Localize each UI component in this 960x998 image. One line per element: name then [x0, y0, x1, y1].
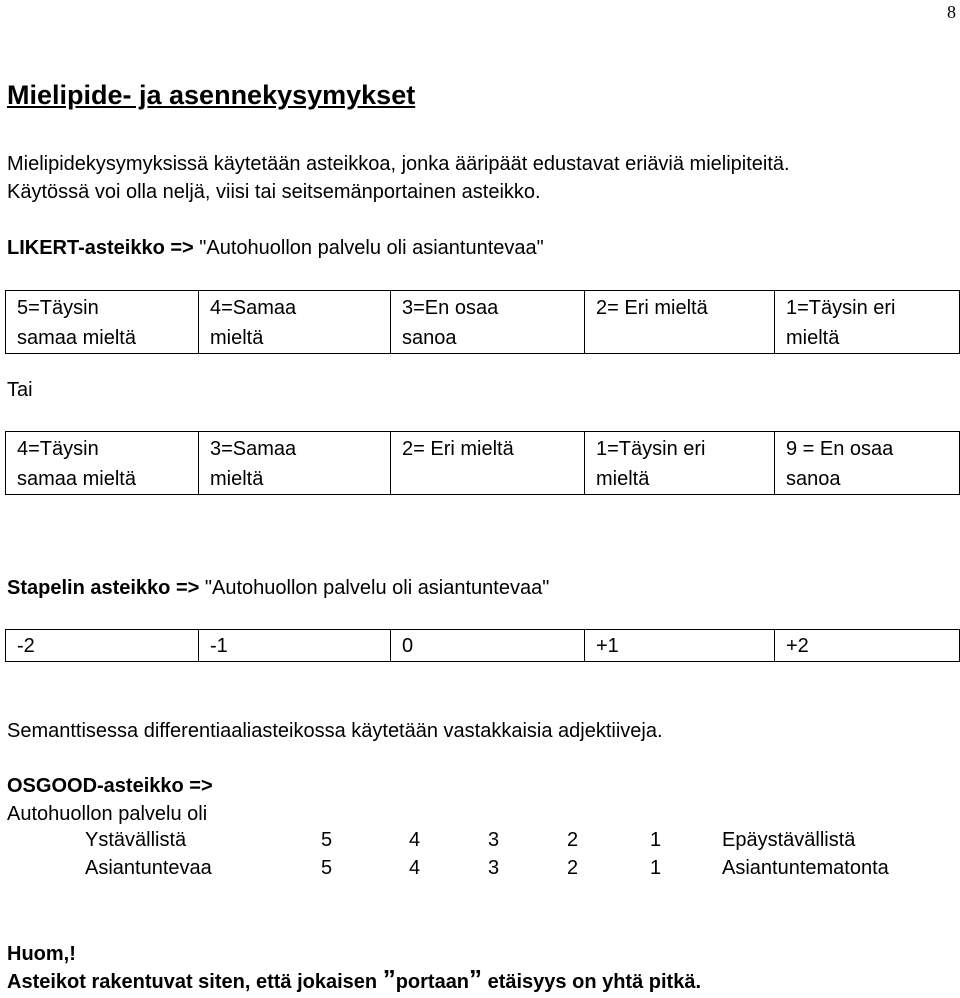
stapel-label-bold: Stapelin asteikko =>	[7, 577, 200, 599]
note-quoted-word: portaan	[395, 971, 470, 993]
stapel-cell: +2	[775, 630, 960, 662]
stapel-label	[7, 574, 549, 602]
osgood-value: 3	[488, 829, 500, 851]
likert-cell: 1=Täysin eri mieltä	[775, 291, 960, 354]
likert-scale-5-alt	[5, 431, 960, 495]
likert-scale-5	[5, 290, 960, 354]
likert-cell: 3=Samaa mieltä	[199, 432, 391, 495]
likert-label-text: "Autohuollon palvelu oli asiantuntevaa"	[193, 237, 544, 259]
likert-cell: 4=Samaa mieltä	[199, 291, 391, 354]
table-row	[6, 630, 960, 662]
likert-cell: 3=En osaa sanoa	[391, 291, 585, 354]
quote-close: ”	[469, 964, 483, 994]
page-number: 8	[947, 2, 956, 22]
osgood-row	[0, 829, 960, 859]
likert-cell: 4=Täysin samaa mieltä	[6, 432, 199, 495]
osgood-right-adjective: Epäystävällistä	[722, 829, 856, 851]
osgood-value: 2	[567, 829, 579, 851]
osgood-value: 4	[409, 829, 421, 851]
table-row	[6, 432, 960, 495]
note-text	[7, 964, 702, 996]
stapel-cell: 0	[391, 630, 585, 662]
osgood-value: 1	[650, 829, 662, 851]
stapel-cell: -2	[6, 630, 199, 662]
osgood-row	[0, 857, 960, 887]
osgood-subject: Autohuollon palvelu oli	[7, 803, 208, 825]
page-title: Mielipide- ja asennekysymykset	[7, 80, 416, 110]
quote-open: ”	[382, 964, 396, 994]
osgood-value: 4	[409, 857, 421, 879]
likert-cell: 2= Eri mieltä	[585, 291, 775, 354]
stapel-cell: -1	[199, 630, 391, 662]
stapel-label-text: "Autohuollon palvelu oli asiantuntevaa"	[199, 577, 550, 599]
likert-label	[7, 234, 544, 262]
likert-cell: 5=Täysin samaa mieltä	[6, 291, 199, 354]
stapel-scale	[5, 629, 960, 662]
osgood-value: 5	[321, 829, 333, 851]
note-text-start: Asteikot rakentuvat siten, että jokaisen	[7, 971, 383, 993]
note-text-end: etäisyys on yhtä pitkä.	[482, 971, 702, 993]
osgood-value: 3	[488, 857, 500, 879]
stapel-cell: +1	[585, 630, 775, 662]
note-title: Huom,!	[7, 943, 76, 965]
intro-line-2: Käytössä voi olla neljä, viisi tai seitsemänportainen asteikko.	[7, 181, 541, 203]
osgood-left-adjective: Ystävällistä	[85, 829, 187, 851]
osgood-value: 2	[567, 857, 579, 879]
semantic-text: Semanttisessa differentiaaliasteikossa käytetään vastakkaisia adjektiiveja.	[7, 720, 663, 742]
osgood-label: OSGOOD-asteikko =>	[7, 775, 213, 797]
osgood-left-adjective: Asiantuntevaa	[85, 857, 212, 879]
osgood-value: 5	[321, 857, 333, 879]
likert-cell: 1=Täysin eri mieltä	[585, 432, 775, 495]
table-row	[6, 291, 960, 354]
or-label: Tai	[7, 379, 33, 401]
likert-label-bold: LIKERT-asteikko =>	[7, 237, 194, 259]
osgood-value: 1	[650, 857, 662, 879]
likert-cell: 9 = En osaa sanoa	[775, 432, 960, 495]
intro-line-1: Mielipidekysymyksissä käytetään asteikkoa, jonka ääripäät edustavat eriäviä mielipiteitä.	[7, 153, 790, 175]
osgood-right-adjective: Asiantuntematonta	[722, 857, 889, 879]
likert-cell: 2= Eri mieltä	[391, 432, 585, 495]
